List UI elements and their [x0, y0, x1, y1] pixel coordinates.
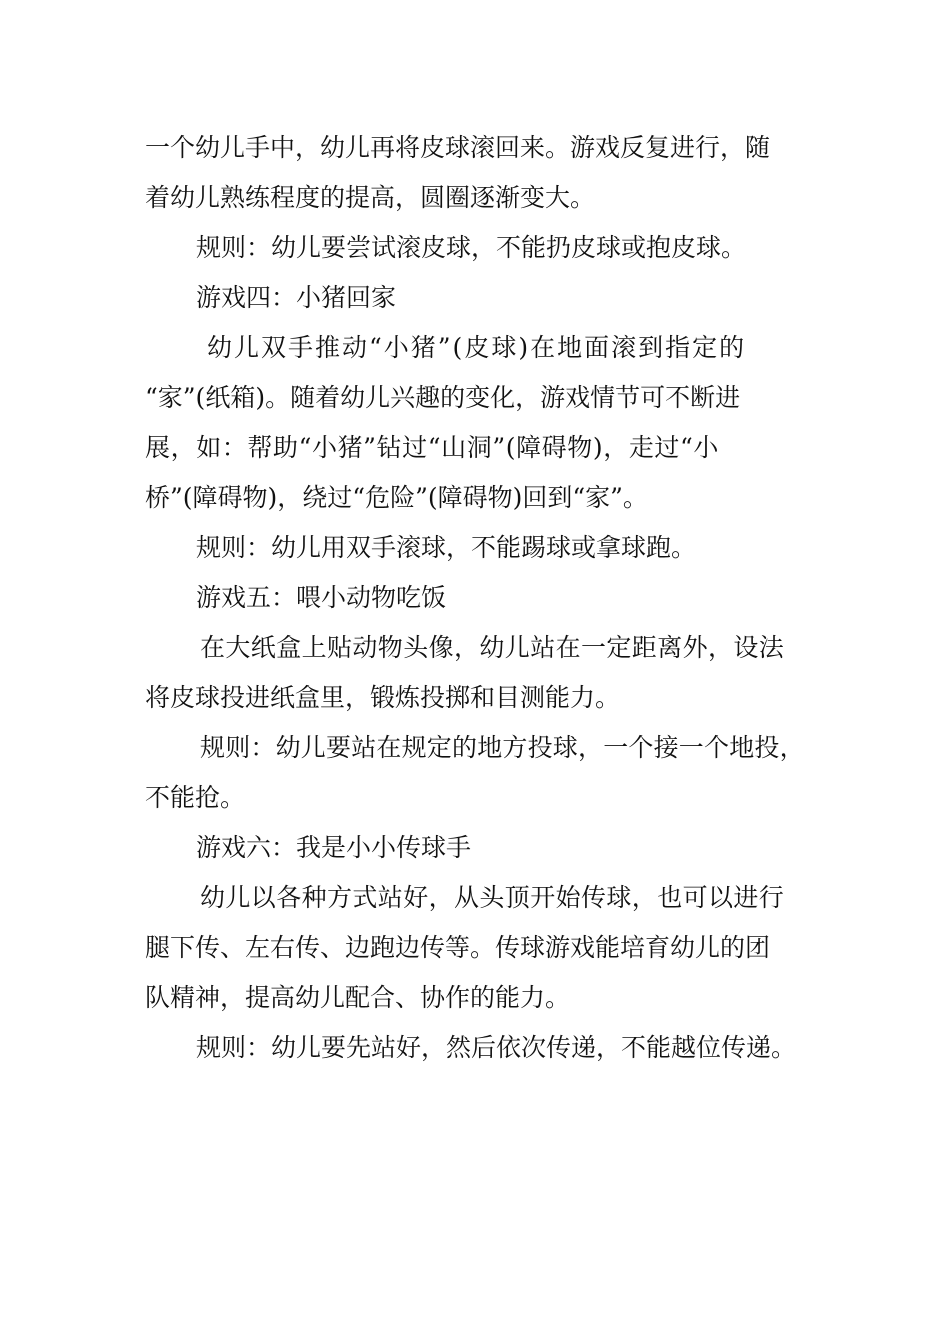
paragraph-line: 在大纸盒上贴动物头像，幼儿站在一定距离外，设法: [200, 633, 785, 662]
game-heading: 游戏四：小猪回家: [196, 283, 397, 312]
game-heading: 游戏六：我是小小传球手: [196, 833, 472, 862]
paragraph-line: 腿下传、左右传、边跑边传等。传球游戏能培育幼儿的团: [145, 933, 771, 962]
rule-line: 规则：幼儿要先站好，然后依次传递，不能越位传递。: [196, 1033, 797, 1062]
paragraph-line: 一个幼儿手中，幼儿再将皮球滚回来。游戏反复进行，随: [145, 133, 771, 162]
paragraph-line: 幼儿双手推动“小猪”(皮球)在地面滚到指定的: [207, 333, 747, 362]
paragraph-line: 队精神，提高幼儿配合、协作的能力。: [145, 983, 571, 1012]
rule-line: 规则：幼儿用双手滚球，不能踢球或拿球跑。: [196, 533, 697, 562]
rule-line: 不能抢。: [145, 783, 246, 812]
game-heading: 游戏五：喂小动物吃饭: [196, 583, 447, 612]
paragraph-line: 桥”(障碍物)，绕过“危险”(障碍物)回到“家”。: [145, 483, 648, 512]
paragraph-line: 幼儿以各种方式站好，从头顶开始传球，也可以进行: [200, 883, 785, 912]
rule-line: 规则：幼儿要尝试滚皮球，不能扔皮球或抱皮球。: [196, 233, 747, 262]
paragraph-line: 着幼儿熟练程度的提高，圆圈逐渐变大。: [145, 183, 596, 212]
rule-line: 规则：幼儿要站在规定的地方投球，一个接一个地投，: [200, 733, 805, 762]
paragraph-line: 展，如：帮助“小猪”钻过“山洞”(障碍物)，走过“小: [145, 433, 720, 462]
paragraph-line: 将皮球投进纸盒里，锻炼投掷和目测能力。: [145, 683, 621, 712]
paragraph-line: “家”(纸箱)。随着幼儿兴趣的变化，游戏情节可不断进: [145, 383, 741, 412]
